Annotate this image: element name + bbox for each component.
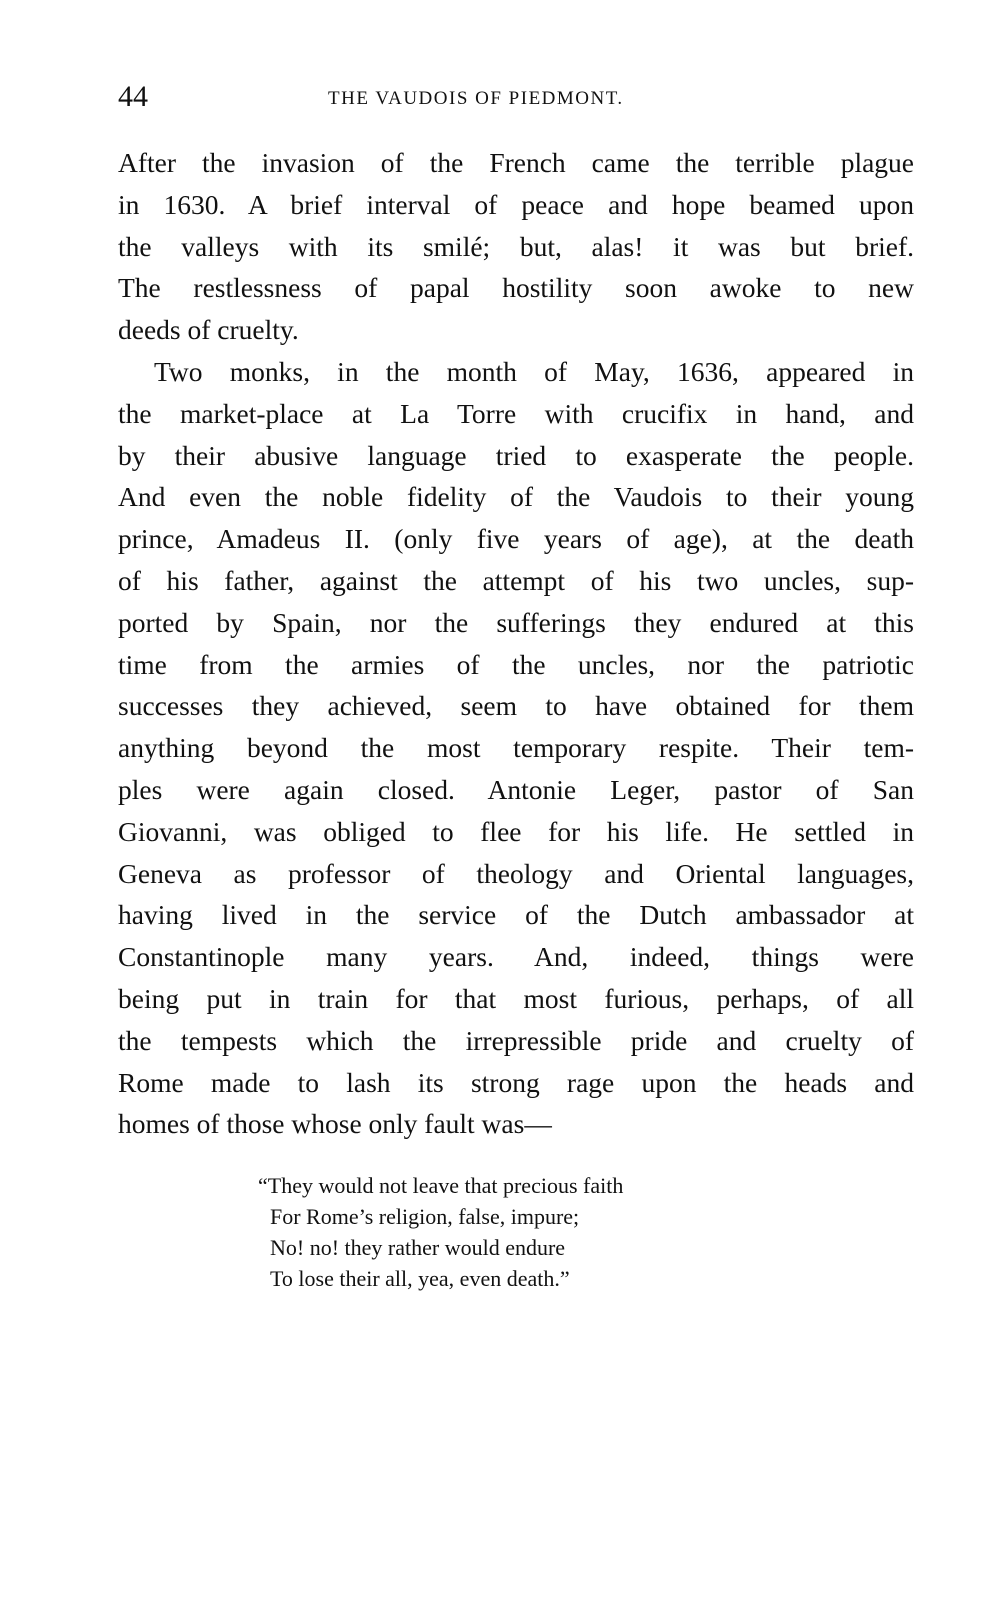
text-line: ples were again closed. Antonie Leger, pastor of San <box>118 773 914 805</box>
text-line: prince, Amadeus II. (only five years of age), at the death <box>118 523 914 555</box>
page-header <box>118 80 914 120</box>
verse-line: No! no! they rather would endure <box>270 1235 566 1260</box>
text-line: in 1630. A brief interval of peace and hope beamed upon <box>118 188 914 220</box>
text-line: The restlessness of papal hostility soon awoke to new <box>118 272 914 304</box>
text-line: the market-place at La Torre with crucifix in hand, and <box>118 397 914 429</box>
text-line: successes they achieved, seem to have obtained for them <box>118 690 914 722</box>
text-line: the tempests which the irrepressible pride and cruelty of <box>118 1024 914 1056</box>
page-number: 44 <box>118 80 148 113</box>
text-line: Constantinople many years. And, indeed, things were <box>118 941 914 973</box>
text-line: of his father, against the attempt of his two uncles, sup- <box>118 564 914 596</box>
text-line: Geneva as professor of theology and Oriental languages, <box>118 857 914 889</box>
text-line: deeds of cruelty. <box>118 314 299 346</box>
text-line: the valleys with its smilé; but, alas! it was but brief. <box>118 230 914 262</box>
text-line: anything beyond the most temporary respite. Their tem- <box>118 732 914 764</box>
verse-quote <box>258 1170 623 1294</box>
text-line: After the invasion of the French came the terrible plague <box>118 147 914 178</box>
verse-line: For Rome’s religion, false, impure; <box>270 1204 580 1229</box>
text-line: Rome made to lash its strong rage upon the heads and <box>118 1066 914 1098</box>
text-line: time from the armies of the uncles, nor the patriotic <box>118 648 914 680</box>
verse-line: To lose their all, yea, even death.” <box>270 1266 570 1291</box>
text-line: homes of those whose only fault was— <box>118 1108 552 1140</box>
text-line: having lived in the service of the Dutch ambassador at <box>118 899 914 931</box>
text-line: ported by Spain, nor the sufferings they endured at this <box>118 606 914 638</box>
text-line: And even the noble fidelity of the Vaudois to their young <box>118 481 914 513</box>
text-line: being put in train for that most furious, perhaps, of all <box>118 982 914 1014</box>
verse-line: “They would not leave that precious faith <box>258 1173 624 1198</box>
text-line: Giovanni, was obliged to flee for his life. He settled in <box>118 815 914 847</box>
text-line: Two monks, in the month of May, 1636, appeared in <box>154 355 914 387</box>
running-title: THE VAUDOIS OF PIEDMONT. <box>328 88 624 109</box>
text-line: by their abusive language tried to exasperate the people. <box>118 439 914 471</box>
body-text <box>118 142 914 1145</box>
